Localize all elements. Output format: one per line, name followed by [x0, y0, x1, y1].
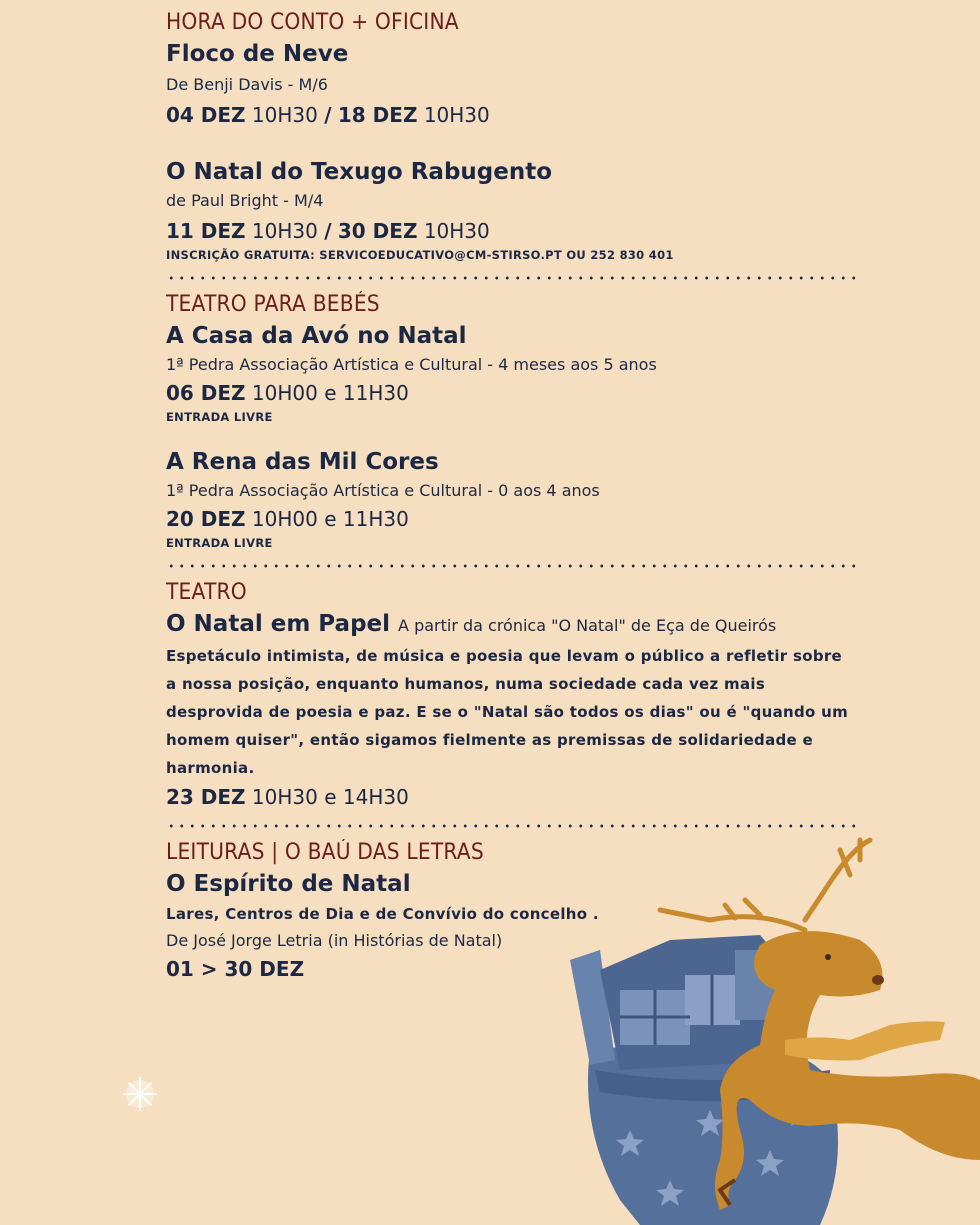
event-dates	[166, 100, 856, 130]
illustration	[560, 830, 980, 1225]
event-subtitle: 1ª Pedra Associação Artística e Cultural - 4 meses aos 5 anos	[166, 355, 657, 374]
event-date: 06 DEZ	[166, 381, 246, 405]
event-dates	[166, 782, 856, 812]
date-separator: /	[324, 219, 332, 243]
sparkle-icon	[118, 1072, 162, 1116]
event-date: 01 > 30 DEZ	[166, 957, 305, 981]
event-time: 10H30 e 14H30	[251, 785, 409, 809]
event-date: 23 DEZ	[166, 785, 246, 809]
event-title: A Casa da Avó no Natal	[166, 323, 467, 349]
section-category: HORA DO CONTO + OFICINA	[166, 10, 459, 35]
event-title-line	[166, 608, 856, 642]
event-subtitle: De Benji Davis - M/6	[166, 75, 328, 94]
event-title: A Rena das Mil Cores	[166, 449, 439, 475]
event-subtitle: De José Jorge Letria (in Histórias de Natal)	[166, 931, 503, 950]
section-hora-do-conto	[166, 8, 856, 264]
event-description: Espetáculo intimista, de música e poesia que levam o público a refletir sobre a nossa posição, enquanto humanos, numa sociedade cada vez mais desprovida de poesia e paz. E se o "Natal são todos os dias" ou é "quando um homem quiser", então sigamos fielmente as premissas de solidariedade e harmonia.	[166, 647, 849, 777]
event-date: 11 DEZ	[166, 219, 246, 243]
event-date: 04 DEZ	[166, 103, 246, 127]
event-dates	[166, 378, 856, 408]
event-date: 18 DEZ	[337, 103, 418, 127]
entry-note: ENTRADA LIVRE	[166, 410, 273, 424]
event-time: 10H30	[251, 103, 318, 127]
section-teatro-para-bebes	[166, 290, 856, 552]
registration-note: INSCRIÇÃO GRATUITA: SERVICOEDUCATIVO@CM-STIRSO.PT OU 252 830 401	[166, 248, 674, 262]
event-subtitle: 1ª Pedra Associação Artística e Cultural - 0 aos 4 anos	[166, 481, 600, 500]
entry-note: ENTRADA LIVRE	[166, 536, 273, 550]
dotted-divider	[166, 276, 856, 280]
event-dates	[166, 504, 856, 534]
event-title: Floco de Neve	[166, 41, 349, 67]
section-category: LEITURAS | O BAÚ DAS LETRAS	[166, 840, 484, 865]
event-time: 10H30	[423, 219, 490, 243]
dotted-divider	[166, 564, 856, 568]
event-time: 10H30	[423, 103, 490, 127]
section-category: TEATRO PARA BEBÉS	[166, 292, 380, 317]
event-dates	[166, 216, 856, 246]
date-separator: /	[324, 103, 332, 127]
section-teatro	[166, 578, 856, 812]
event-time: 10H00 e 11H30	[251, 507, 409, 531]
dotted-divider	[166, 824, 856, 828]
event-time: 10H00 e 11H30	[251, 381, 409, 405]
event-title: O Natal em Papel	[166, 611, 391, 637]
section-category: TEATRO	[166, 580, 247, 605]
event-date: 30 DEZ	[337, 219, 418, 243]
event-subtitle: de Paul Bright - M/4	[166, 191, 324, 210]
event-title: O Natal do Texugo Rabugento	[166, 159, 553, 185]
event-time: 10H30	[251, 219, 318, 243]
event-date: 20 DEZ	[166, 507, 246, 531]
event-venues: Lares, Centros de Dia e de Convívio do concelho .	[166, 905, 599, 923]
event-title-note: A partir da crónica "O Natal" de Eça de Queirós	[398, 616, 777, 635]
event-title: O Espírito de Natal	[166, 871, 411, 897]
